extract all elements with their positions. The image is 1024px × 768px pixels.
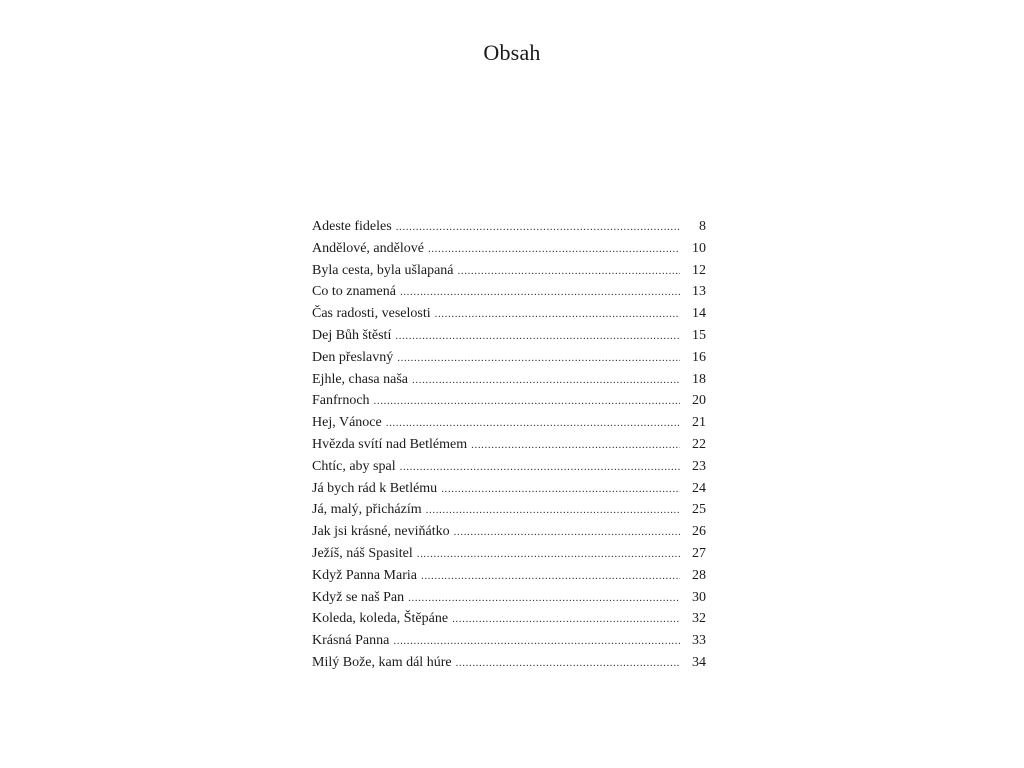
toc-entry-title: Čas radosti, veselosti [312, 306, 431, 322]
dot-leader [412, 370, 680, 392]
dot-leader [397, 348, 680, 370]
dot-leader [426, 500, 680, 522]
toc-entry-title: Chtíc, aby spal [312, 458, 396, 474]
toc-entry [312, 412, 706, 434]
dot-leader [441, 479, 680, 501]
toc-entry-title: Hej, Vánoce [312, 415, 382, 431]
toc-entry-page: 26 [692, 524, 706, 540]
dot-leader [396, 217, 680, 239]
toc-entry-page: 28 [692, 567, 706, 583]
toc-entry [312, 347, 706, 369]
dot-leader [400, 282, 680, 304]
dot-leader [435, 304, 680, 326]
toc-entry-page: 8 [699, 219, 706, 234]
page-title: Obsah [483, 40, 541, 65]
toc-entry-title: Ježíš, náš Spasitel [312, 545, 413, 561]
toc-entry [312, 521, 706, 543]
toc-entry-title: Hvězda svítí nad Betlémem [312, 436, 468, 452]
dot-leader [456, 653, 680, 675]
toc-entry-page: 23 [692, 458, 706, 474]
toc-entry [312, 608, 706, 630]
toc-entry-page: 32 [692, 611, 706, 627]
dot-leader [458, 261, 680, 283]
toc-entry-title: Já, malý, přicházím [312, 502, 422, 518]
toc-entry-page: 30 [692, 589, 706, 605]
table-of-contents [312, 216, 706, 674]
toc-entry-page: 21 [692, 415, 706, 431]
toc-entry [312, 499, 706, 521]
toc-entry [312, 260, 706, 282]
toc-entry-page: 16 [692, 349, 706, 365]
toc-entry [312, 303, 706, 325]
toc-entry [312, 238, 706, 260]
dot-leader [374, 391, 680, 413]
dot-leader [395, 326, 680, 348]
toc-entry-title: Ejhle, chasa naša [312, 371, 409, 387]
toc-entry-title: Adeste fideles [312, 219, 392, 234]
toc-entry-title: Krásná Panna [312, 633, 390, 649]
toc-entry-page: 20 [692, 393, 706, 409]
dot-leader [471, 435, 680, 457]
toc-entry-page: 12 [692, 262, 706, 278]
dot-leader [452, 609, 680, 631]
toc-entry [312, 543, 706, 565]
toc-entry [312, 478, 706, 500]
toc-entry [312, 434, 706, 456]
toc-entry-title: Byla cesta, byla ušlapaná [312, 262, 454, 278]
toc-entry [312, 630, 706, 652]
toc-entry-title: Fanfrnoch [312, 393, 370, 409]
dot-leader [393, 631, 680, 653]
toc-entry [312, 565, 706, 587]
dot-leader [408, 588, 680, 610]
toc-entry [312, 587, 706, 609]
toc-entry-title: Andělové, andělové [312, 240, 424, 256]
toc-entry-title: Milý Bože, kam dál húre [312, 654, 452, 670]
toc-entry-title: Já bych rád k Betlému [312, 480, 438, 496]
toc-entry [312, 325, 706, 347]
toc-entry-page: 34 [692, 654, 706, 670]
toc-entry-title: Jak jsi krásné, neviňátko [312, 524, 450, 540]
toc-entry-page: 13 [692, 284, 706, 300]
toc-entry-page: 27 [692, 545, 706, 561]
dot-leader [428, 239, 680, 261]
toc-entry-title: Co to znamená [312, 284, 396, 300]
toc-entry-page: 14 [692, 306, 706, 322]
toc-entry-title: Když se naš Pan [312, 589, 405, 605]
toc-entry [312, 216, 706, 238]
dot-leader [400, 457, 680, 479]
dot-leader [386, 413, 680, 435]
dot-leader [417, 544, 680, 566]
toc-entry-title: Když Panna Maria [312, 567, 417, 583]
toc-entry-title: Dej Bůh štěstí [312, 327, 392, 343]
toc-entry [312, 652, 706, 674]
toc-entry-page: 22 [692, 436, 706, 452]
toc-entry-page: 18 [692, 371, 706, 387]
toc-entry-page: 33 [692, 633, 706, 649]
toc-entry [312, 456, 706, 478]
toc-entry-page: 15 [692, 327, 706, 343]
toc-entry-page: 10 [692, 240, 706, 256]
toc-entry-title: Den přeslavný [312, 349, 394, 365]
dot-leader [421, 566, 680, 588]
toc-entry-title: Koleda, koleda, Štěpáne [312, 611, 449, 627]
toc-entry [312, 390, 706, 412]
toc-entry [312, 369, 706, 391]
toc-entry [312, 281, 706, 303]
dot-leader [454, 522, 680, 544]
toc-entry-page: 25 [692, 502, 706, 518]
toc-entry-page: 24 [692, 480, 706, 496]
